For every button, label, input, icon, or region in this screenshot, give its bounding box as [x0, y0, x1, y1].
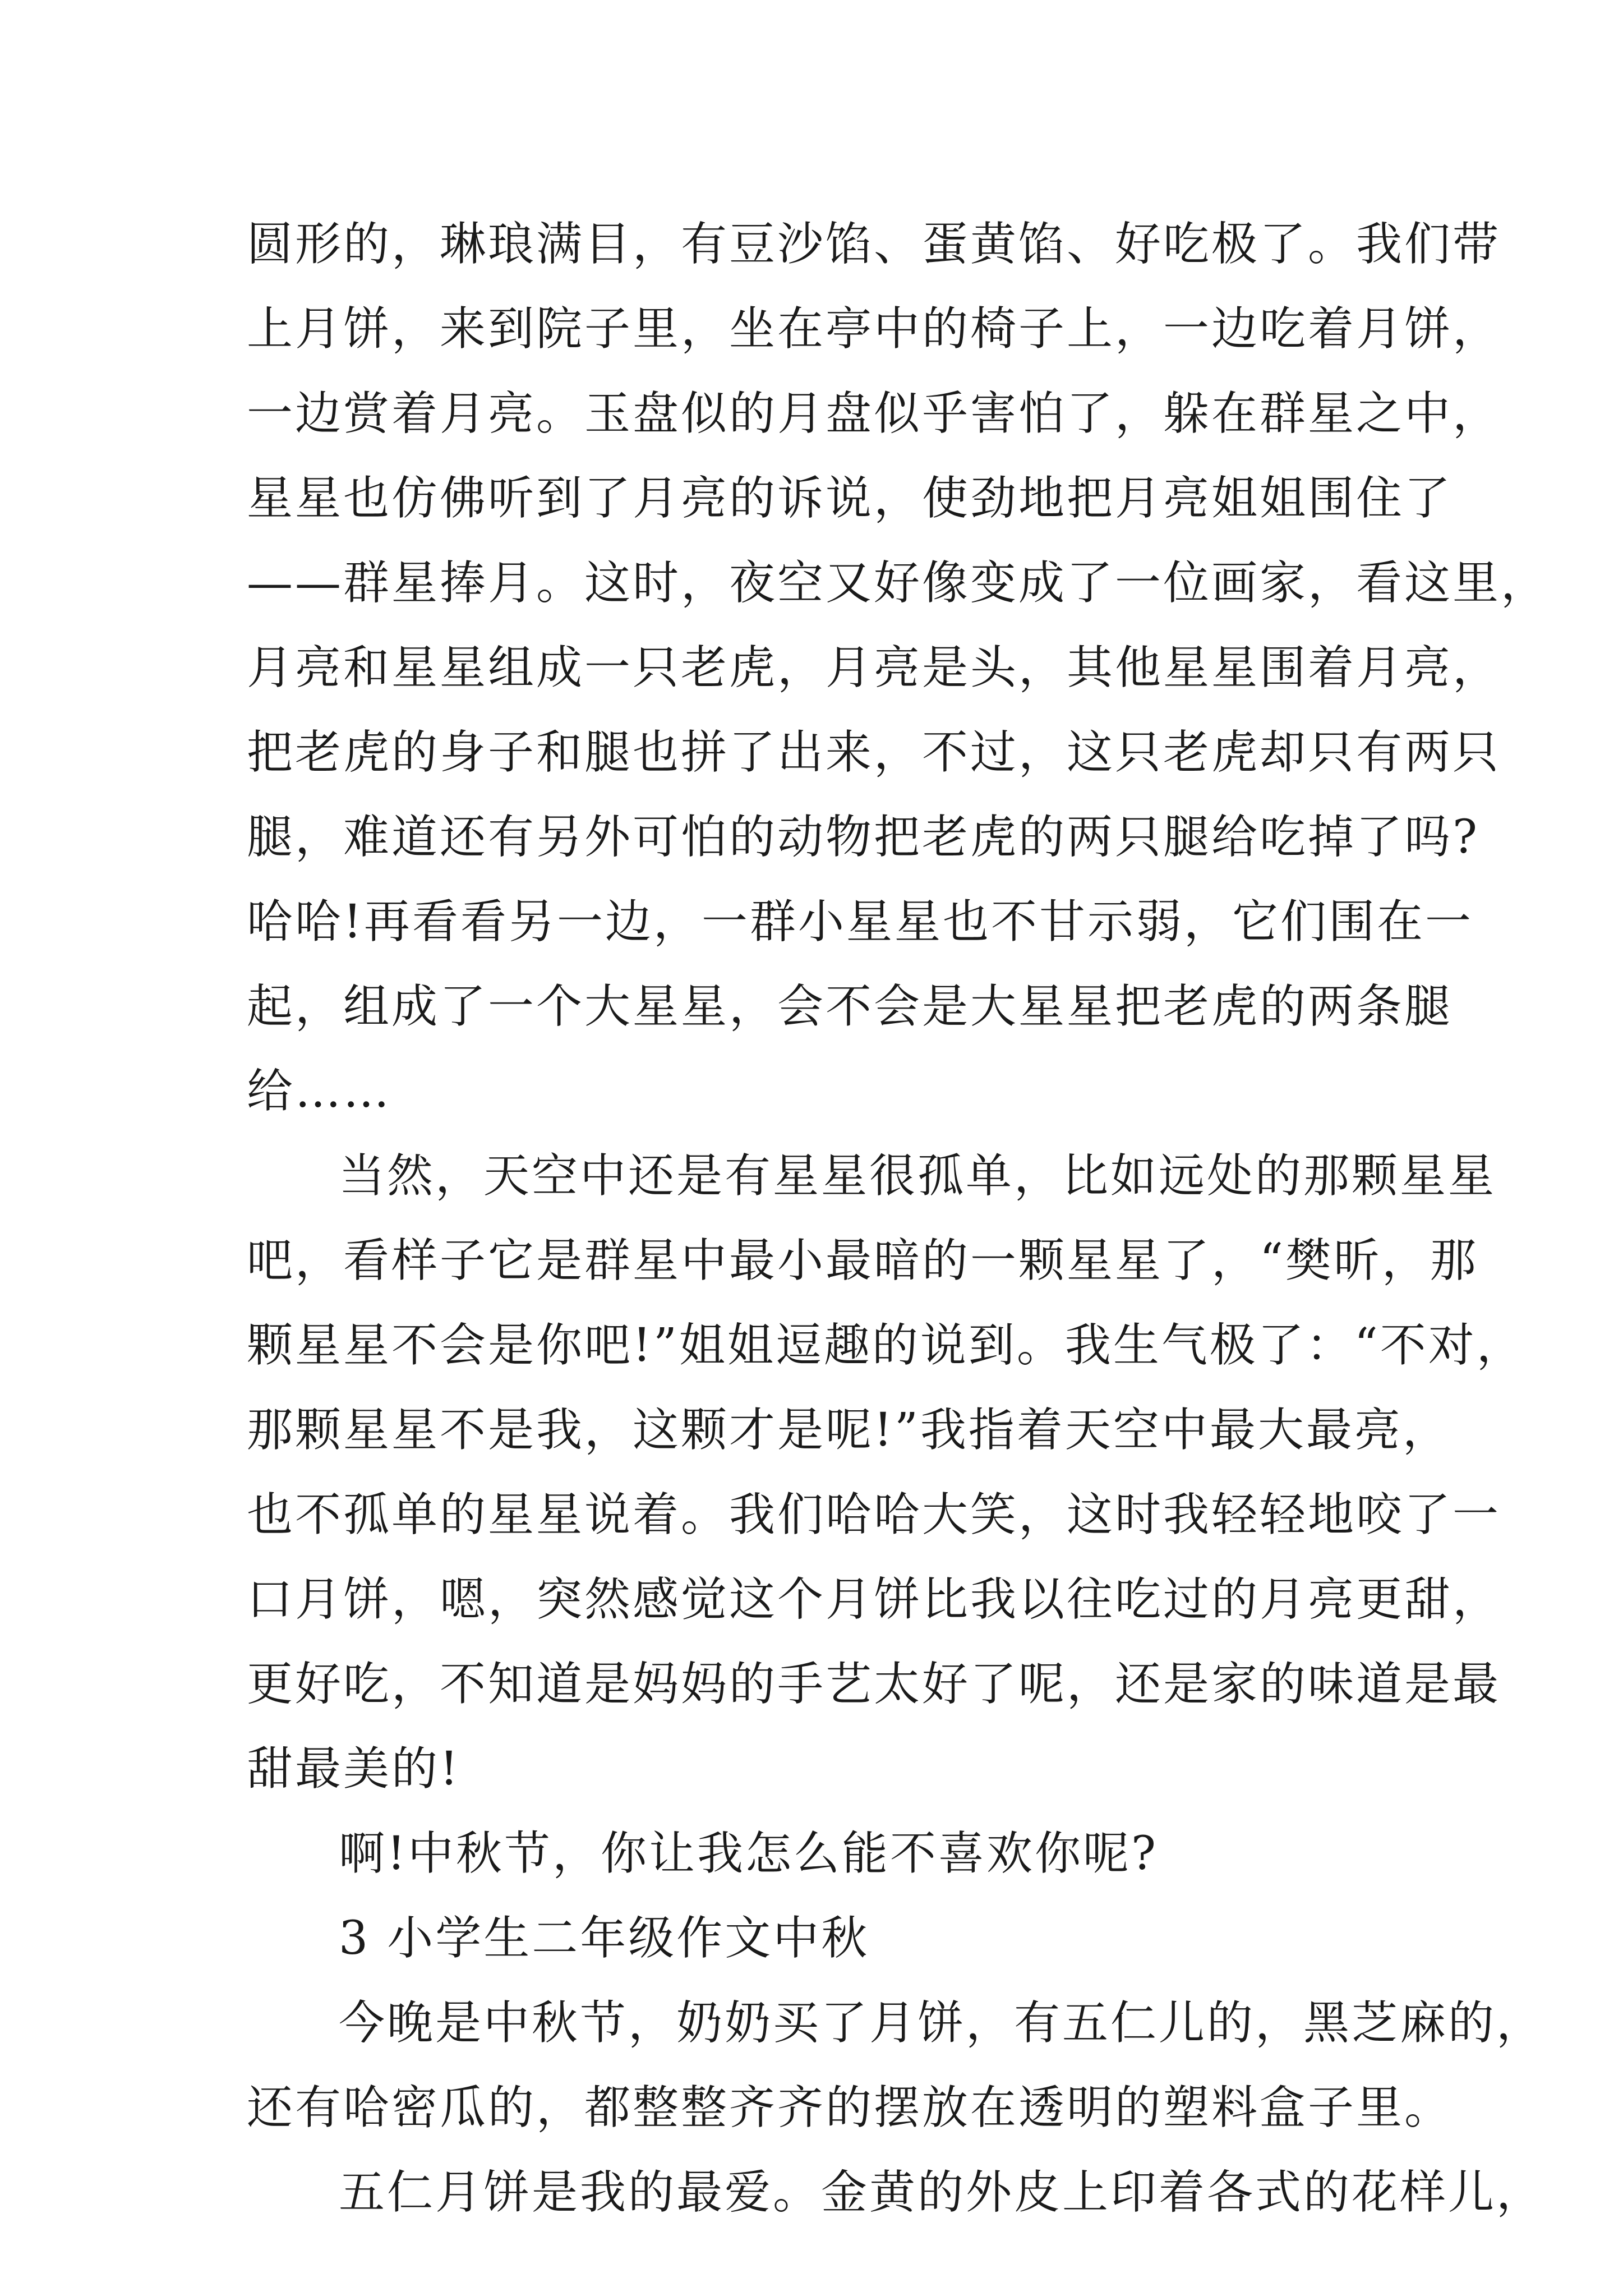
text-line: 一边赏着月亮。玉盘似的月盘似乎害怕了，躲在群星之中， — [247, 387, 1501, 440]
text-line: 哈哈!再看看另一边，一群小星星也不甘示弱，它们围在一 — [247, 895, 1473, 949]
text-line: 3 小学生二年级作文中秋 — [339, 1912, 870, 1965]
text-line: 把老虎的身子和腿也拼了出来，不过，这只老虎却只有两只 — [247, 726, 1501, 779]
text-line: 起，组成了一个大星星，会不会是大星星把老虎的两条腿 — [247, 980, 1453, 1033]
text-line: 也不孤单的星星说着。我们哈哈大笑，这时我轻轻地咬了一 — [247, 1488, 1501, 1542]
paragraph-p3 — [247, 1811, 1413, 1896]
paragraph-p2 — [247, 1134, 1525, 1811]
paragraph-p4 — [247, 1896, 1413, 1981]
text-line: 那颗星星不是我，这颗才是呢!”我指着天空中最大最亮， — [247, 1404, 1451, 1457]
paragraph-p5 — [247, 1981, 1545, 2150]
text-line: 星星也仿佛听到了月亮的诉说，使劲地把月亮姐姐围住了 — [247, 472, 1453, 525]
text-line: 颗星星不会是你吧!”姐姐逗趣的说到。我生气极了：“不对， — [247, 1319, 1525, 1372]
text-line: 上月饼，来到院子里，坐在亭中的椅子上，一边吃着月饼， — [247, 302, 1501, 356]
text-line: 给…… — [247, 1065, 391, 1118]
document-body — [247, 202, 1550, 2235]
text-line: 甜最美的! — [247, 1742, 460, 1796]
text-line: 吧，看样子它是群星中最小最暗的一颗星星了，“樊昕，那 — [247, 1234, 1478, 1287]
paragraph-p1 — [247, 202, 1550, 1134]
text-line: 月亮和星星组成一只老虎，月亮是头，其他星星围着月亮， — [247, 641, 1501, 694]
text-line: 五仁月饼是我的最爱。金黄的外皮上印着各式的花样儿， — [339, 2166, 1545, 2219]
text-line: 还有哈密瓜的，都整整齐齐的摆放在透明的塑料盒子里。 — [247, 2081, 1453, 2134]
text-line: 口月饼，嗯，突然感觉这个月饼比我以往吃过的月亮更甜， — [247, 1573, 1501, 1626]
text-line: 啊!中秋节，你让我怎么能不喜欢你呢? — [339, 1827, 1158, 1880]
text-line: ——群星捧月。这时，夜空又好像变成了一位画家，看这里， — [247, 556, 1550, 610]
text-line: 更好吃，不知道是妈妈的手艺太好了呢，还是家的味道是最 — [247, 1658, 1501, 1711]
text-line: 腿，难道还有另外可怕的动物把老虎的两只腿给吃掉了吗? — [247, 811, 1479, 864]
paragraph-p6 — [247, 2150, 1545, 2235]
text-line: 圆形的，琳琅满目，有豆沙馅、蛋黄馅、好吃极了。我们带 — [247, 218, 1501, 271]
text-line: 今晚是中秋节，奶奶买了月饼，有五仁儿的，黑芝麻的， — [339, 1996, 1545, 2050]
text-line: 当然，天空中还是有星星很孤单，比如远处的那颗星星 — [339, 1149, 1497, 1203]
